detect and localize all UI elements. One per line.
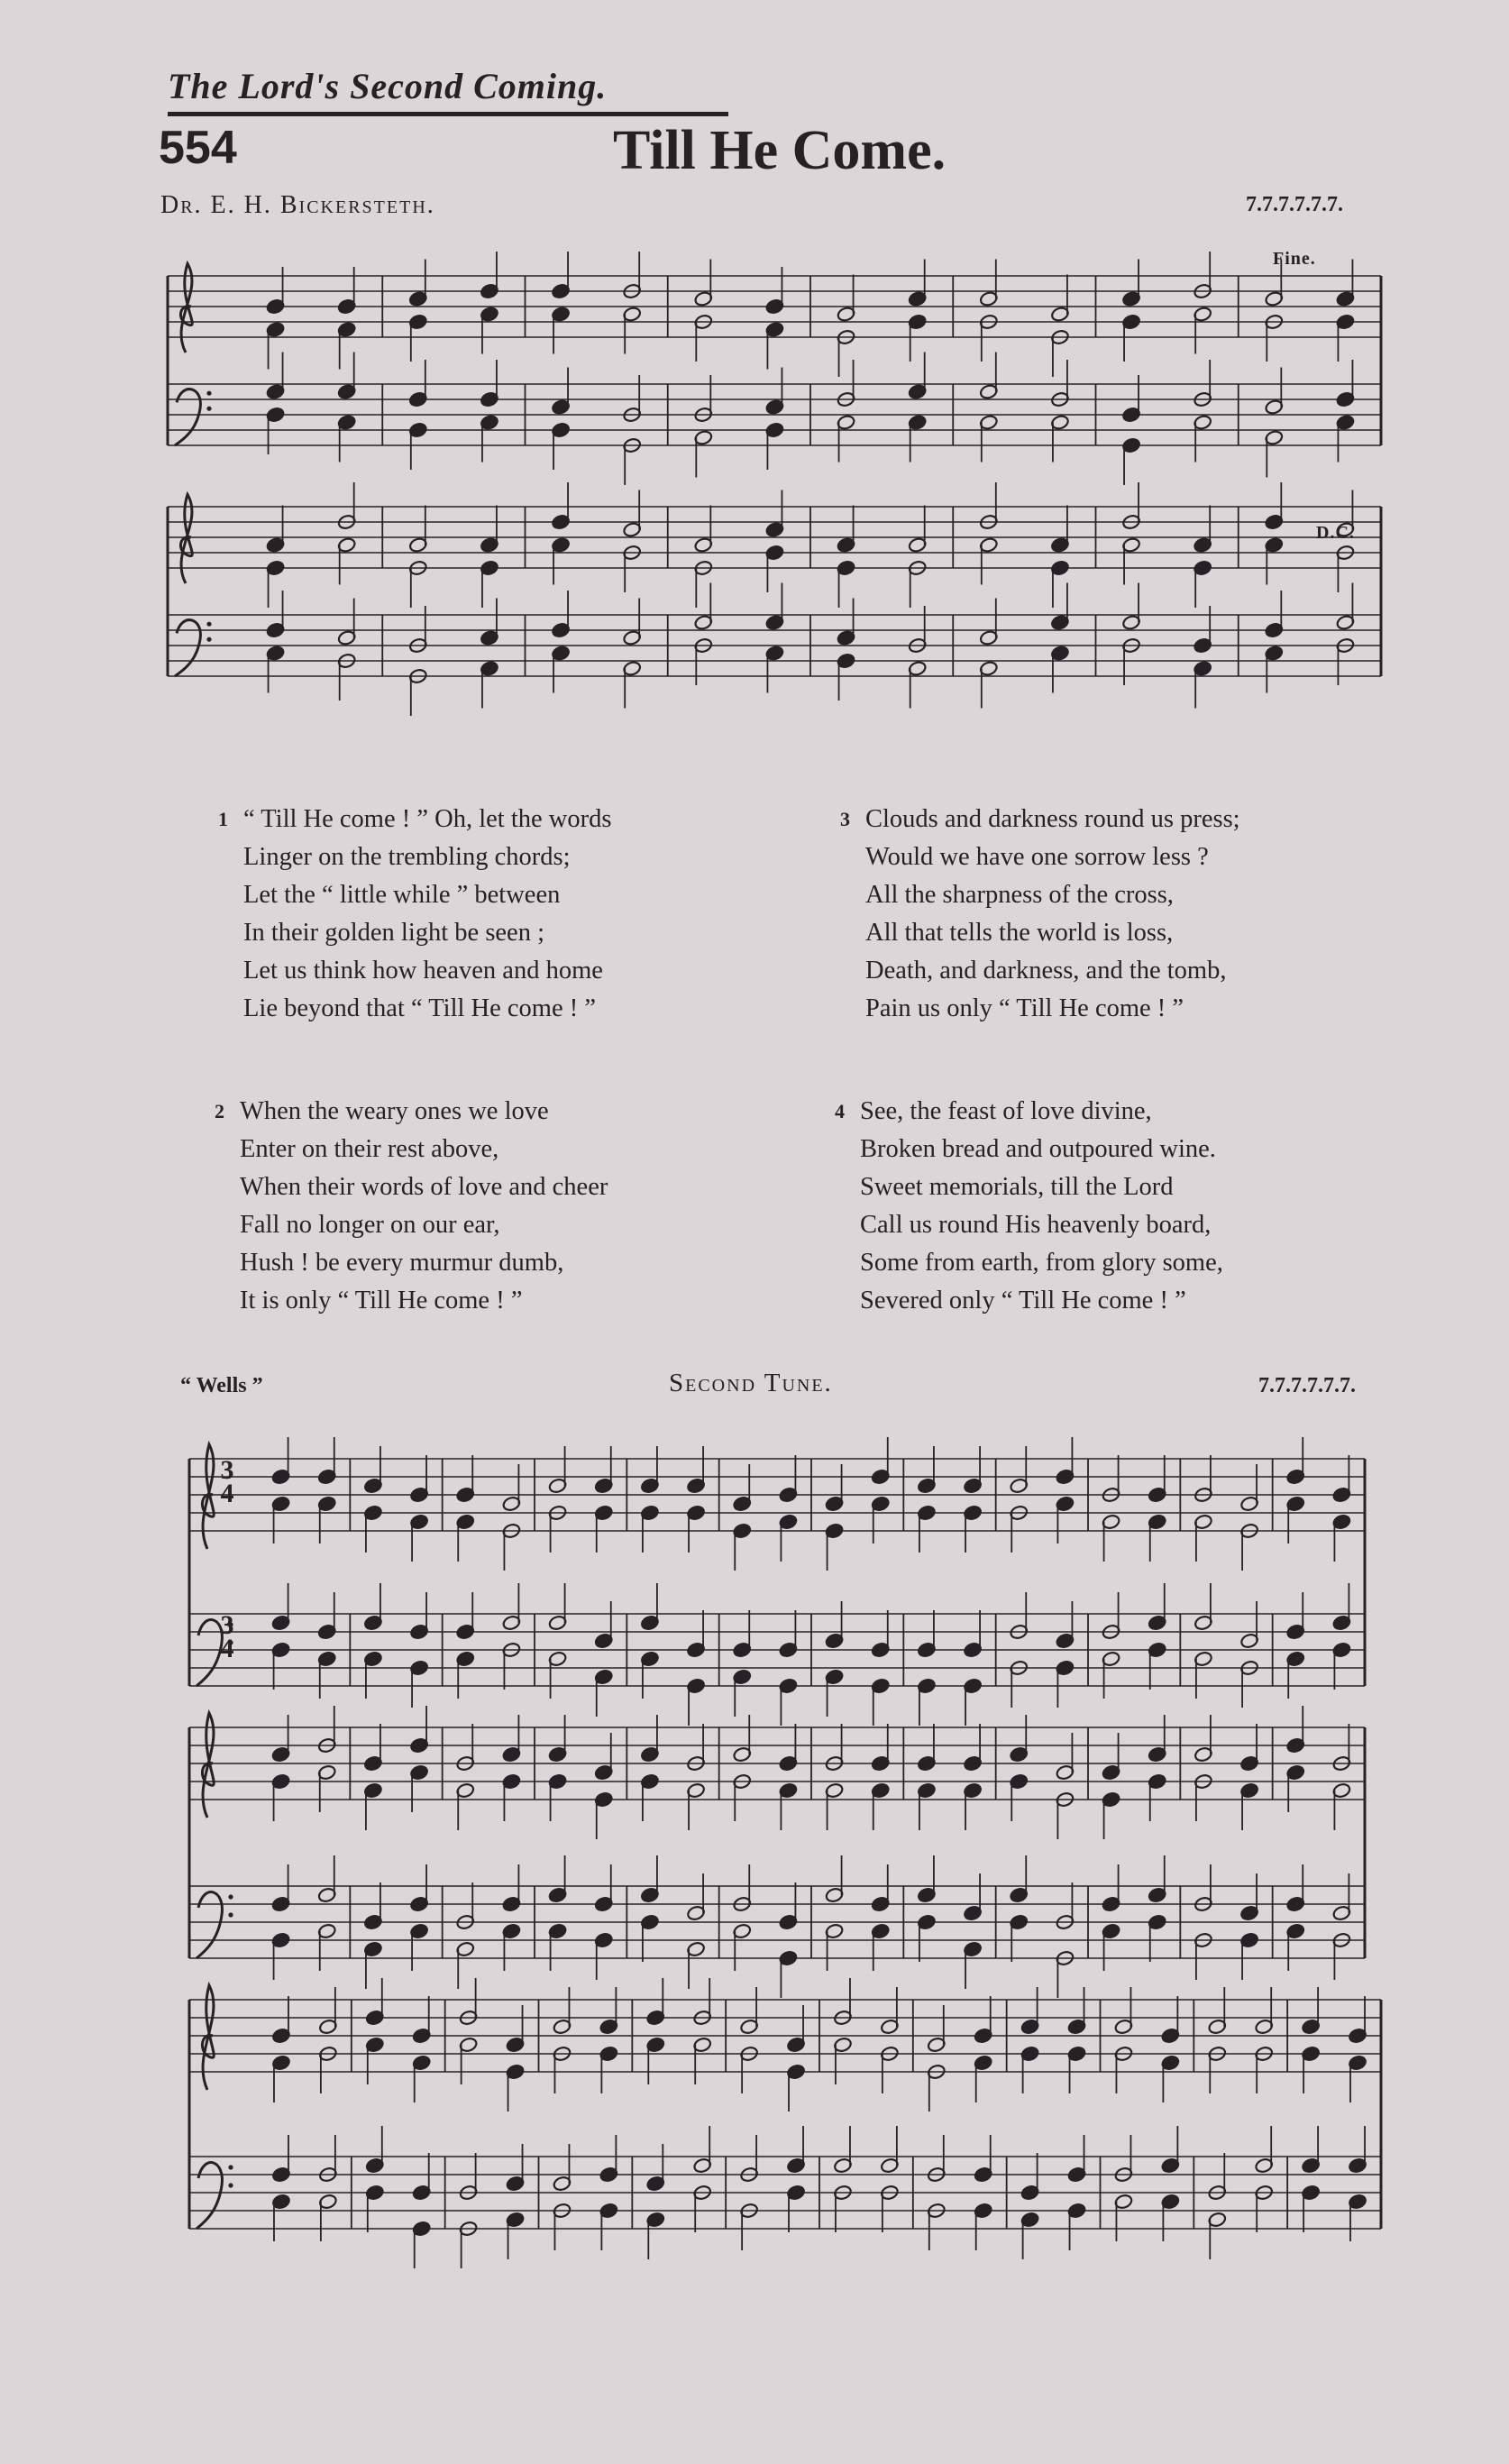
dc-marker: D.C.: [1316, 523, 1355, 543]
verse-line: Let the “ little while ” between: [243, 881, 561, 909]
hymn-author: Dr. E. H. Bickersteth.: [160, 191, 435, 219]
tune2-system3-bass-clef: [197, 2163, 222, 2229]
tune2-system3-bass-clef-dot: [228, 2165, 233, 2169]
verse-line: Lie beyond that “ Till He come ! ”: [243, 994, 596, 1022]
verse-line: In their golden light be seen ;: [243, 919, 544, 947]
verse-number: 1: [218, 808, 228, 830]
verse-number: 2: [215, 1100, 224, 1122]
verse-line: Severed only “ Till He come ! ”: [860, 1287, 1186, 1314]
verse-line: Call us round His heavenly board,: [860, 1211, 1212, 1239]
verse-line: Hush ! be every murmur dumb,: [240, 1249, 564, 1277]
verse-2: [215, 1093, 608, 1320]
verse-line: Linger on the trembling chords;: [243, 843, 571, 871]
second-tune-meter: 7.7.7.7.7.7.: [1258, 1374, 1356, 1397]
verse-line: Broken bread and outpoured wine.: [860, 1135, 1216, 1163]
verse-line: Let us think how heaven and home: [243, 957, 603, 985]
time-top: 3: [220, 1455, 234, 1485]
tune1-system1-bass-clef: [175, 389, 200, 445]
tune2-system2-bass-clef: [197, 1892, 222, 1958]
tune1-system1-bass-clef-dot: [206, 391, 211, 396]
verse-line: Fall no longer on our ear,: [240, 1211, 500, 1239]
verse-line: Sweet memorials, till the Lord: [860, 1173, 1174, 1201]
time-top: 3: [220, 1610, 234, 1640]
tune2-system3-bass-clef-dot: [228, 2183, 233, 2187]
verse-line: Enter on their rest above,: [240, 1135, 499, 1163]
time-signature-bass: [216, 1610, 238, 1663]
verse-line: Pain us only “ Till He come ! ”: [865, 994, 1184, 1022]
time-signature-treble: [216, 1455, 238, 1508]
verse-line: Clouds and darkness round us press;: [865, 805, 1240, 833]
verse-line: When the weary ones we love: [240, 1097, 549, 1125]
verse-line: Some from earth, from glory some,: [860, 1249, 1223, 1277]
verse-1: [218, 801, 612, 1028]
tune2-system2-treble-clef: [202, 1713, 214, 1818]
tune1-system1-treble-clef: [180, 263, 192, 353]
verse-line: Death, and darkness, and the tomb,: [865, 957, 1227, 985]
tune1-system2-bass-clef-dot: [206, 622, 211, 627]
hymn-meter: 7.7.7.7.7.7.: [1246, 193, 1343, 216]
verse-line: Would we have one sorrow less ?: [865, 843, 1209, 871]
tune1-system2-treble-clef: [180, 494, 192, 583]
time-bottom: 4: [220, 1634, 234, 1663]
verse-number: 3: [840, 808, 850, 830]
hymn-title: Till He Come.: [613, 120, 947, 181]
tune1-system1-bass-clef-dot: [206, 407, 211, 411]
tune1-system2-bass-clef: [175, 620, 200, 676]
verse-line: It is only “ Till He come ! ”: [240, 1287, 523, 1314]
verse-3: [840, 801, 1240, 1028]
tune2-system3-treble-clef: [202, 1985, 214, 2090]
tune2-system2-bass-clef-dot: [228, 1912, 233, 1917]
verse-line: “ Till He come ! ” Oh, let the words: [243, 805, 612, 833]
second-tune-name: “ Wells ”: [180, 1374, 263, 1397]
running-head: The Lord's Second Coming.: [168, 66, 608, 106]
tune1-system2-bass-clef-dot: [206, 637, 211, 642]
tune2-system2-bass-clef-dot: [228, 1894, 233, 1899]
second-tune-label: Second Tune.: [669, 1369, 833, 1397]
verse-number: 4: [835, 1100, 845, 1122]
verse-line: All the sharpness of the cross,: [865, 881, 1174, 909]
fine-marker: Fine.: [1273, 249, 1316, 269]
tune2-system1-treble-clef: [202, 1444, 214, 1549]
verse-line: All that tells the world is loss,: [865, 919, 1174, 947]
verse-line: See, the feast of love divine,: [860, 1097, 1152, 1125]
time-bottom: 4: [220, 1479, 234, 1508]
hymn-number: 554: [159, 122, 237, 174]
verse-4: [835, 1093, 1223, 1320]
verse-line: When their words of love and cheer: [240, 1173, 608, 1201]
